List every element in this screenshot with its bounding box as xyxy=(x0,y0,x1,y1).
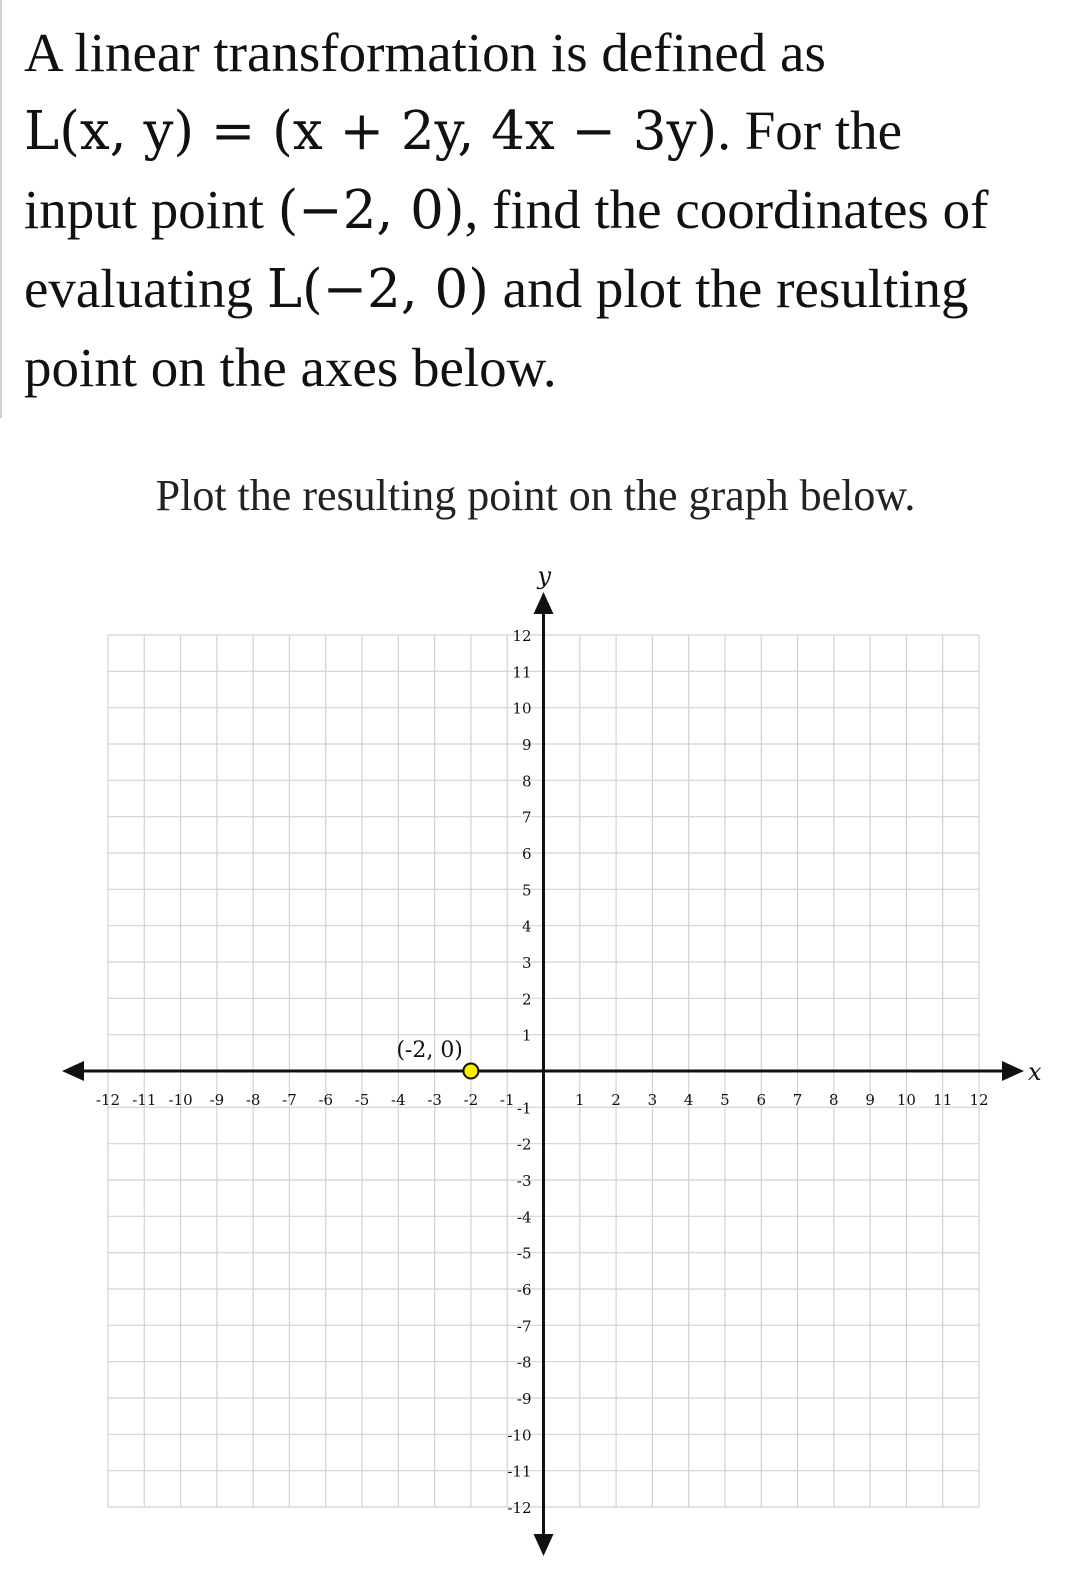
y-tick-label: 4 xyxy=(521,917,532,936)
x-tick-label: -2 xyxy=(463,1091,479,1109)
x-tick-label: -6 xyxy=(318,1091,334,1109)
question-line-2-suffix: . For the xyxy=(717,100,903,161)
y-tick-label: -10 xyxy=(507,1426,532,1445)
y-axis-arrow-down-icon xyxy=(534,1534,554,1556)
x-tick-label: -10 xyxy=(168,1091,193,1109)
y-tick-label: -1 xyxy=(516,1099,532,1118)
x-tick-label: 5 xyxy=(720,1091,730,1109)
plot-instruction: Plot the resulting point on the graph below. xyxy=(155,471,916,520)
y-tick-label: 3 xyxy=(521,954,532,972)
y-tick-label: 1 xyxy=(521,1026,532,1045)
transformation-formula: L(x, y) = (x + 2y, 4x − 3y) xyxy=(24,101,718,162)
x-axis-label: x xyxy=(1028,1058,1042,1086)
y-tick-label: -7 xyxy=(516,1317,532,1336)
x-tick-label: 1 xyxy=(575,1091,585,1109)
y-tick-label: 2 xyxy=(521,990,532,1009)
y-tick-label: 8 xyxy=(521,772,532,791)
y-tick-label: 12 xyxy=(512,627,532,645)
question-line-3-prefix: input point xyxy=(24,179,278,240)
question-line-5 xyxy=(24,329,1064,407)
x-tick-label: -4 xyxy=(391,1091,406,1109)
x-tick-label: 7 xyxy=(792,1091,803,1109)
x-tick-label: 4 xyxy=(683,1091,694,1109)
question-line-5-text: point on the axes below. xyxy=(24,337,557,398)
y-tick-label: -5 xyxy=(516,1244,532,1263)
x-tick-label: 2 xyxy=(611,1091,621,1109)
y-tick-label: 11 xyxy=(512,663,532,682)
x-tick-label: -8 xyxy=(245,1091,261,1109)
y-axis-arrow-up-icon xyxy=(534,592,554,614)
coordinate-plane[interactable] xyxy=(0,540,1071,1574)
x-tick-label: -9 xyxy=(209,1091,225,1109)
input-point: (−2, 0) xyxy=(277,180,465,241)
question-intro: A linear transformation is defined as xyxy=(24,22,826,83)
y-tick-label: -2 xyxy=(516,1135,532,1154)
x-tick-label: -1 xyxy=(499,1091,515,1109)
evaluation-expression: L(−2, 0) xyxy=(266,259,489,320)
y-tick-label: -8 xyxy=(516,1353,532,1372)
x-tick-label: 9 xyxy=(865,1091,875,1109)
question-line-1 xyxy=(24,14,1064,92)
x-tick-label: -7 xyxy=(282,1091,297,1109)
y-tick-label: -4 xyxy=(516,1208,532,1227)
left-border xyxy=(0,0,2,418)
axes xyxy=(62,592,1024,1556)
x-tick-label: 3 xyxy=(647,1091,658,1109)
y-tick-label: 6 xyxy=(521,845,532,863)
y-tick-label: -11 xyxy=(507,1462,532,1481)
x-tick-label: 10 xyxy=(896,1091,916,1109)
question-line-4-suffix: and plot the resulting xyxy=(488,258,969,319)
y-tick-label: -9 xyxy=(516,1390,532,1408)
x-axis-arrow-left-icon xyxy=(62,1061,84,1081)
y-tick-label: 10 xyxy=(512,699,532,718)
y-axis-label: y xyxy=(537,562,552,590)
x-tick-label: 6 xyxy=(756,1091,767,1109)
x-tick-label: 12 xyxy=(969,1091,989,1109)
question-line-3-suffix: , find the coordinates of xyxy=(464,179,989,240)
x-tick-label: -3 xyxy=(427,1091,442,1109)
question-line-2 xyxy=(24,92,1064,171)
x-tick-label: -11 xyxy=(132,1091,157,1109)
x-tick-label: 8 xyxy=(829,1091,839,1109)
question-line-3 xyxy=(24,171,1064,250)
plotted-point-marker[interactable] xyxy=(463,1064,478,1079)
question-text xyxy=(24,14,1064,407)
x-tick-label: -5 xyxy=(354,1091,370,1109)
y-tick-label: -3 xyxy=(516,1172,532,1190)
question-line-4 xyxy=(24,250,1064,329)
x-tick-label: -12 xyxy=(95,1091,121,1109)
x-axis-arrow-right-icon xyxy=(1002,1061,1024,1081)
x-tick-label: 11 xyxy=(933,1091,953,1109)
y-tick-label: -12 xyxy=(507,1499,532,1517)
y-tick-label: 7 xyxy=(521,808,532,827)
plotted-point-label: (-2, 0) xyxy=(396,1038,463,1063)
question-line-4-prefix: evaluating xyxy=(24,258,267,319)
y-tick-label: -6 xyxy=(516,1281,532,1299)
y-tick-label: 5 xyxy=(521,881,532,900)
y-tick-label: 9 xyxy=(521,736,532,754)
